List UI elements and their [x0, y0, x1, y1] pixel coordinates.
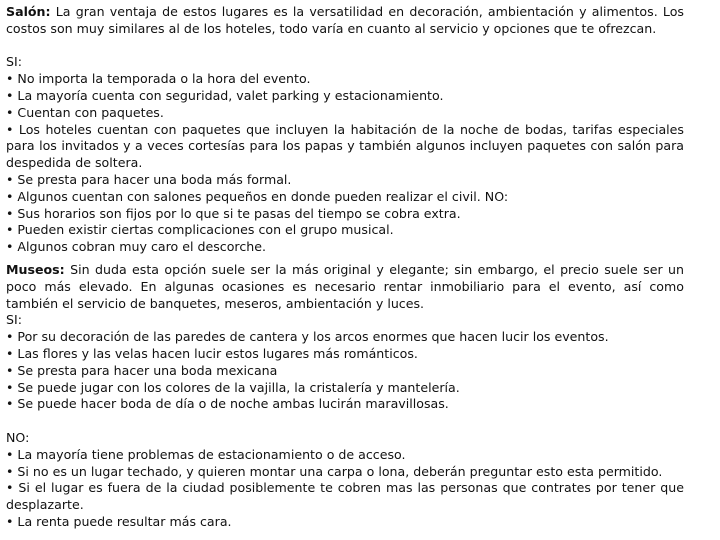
- museos-no-item: • La renta puede resultar más cara.: [6, 513, 232, 529]
- spacer: [6, 38, 684, 55]
- salon-line: • Pueden existir ciertas complicaciones con el grupo musical.: [6, 222, 394, 238]
- salon-line: • Cuentan con paquetes.: [6, 104, 164, 120]
- museos-si-item: • Por su decoración de las paredes de cantera y los arcos enormes que hacen lucir los eventos.: [6, 329, 609, 345]
- salon-line: • La mayoría cuenta con seguridad, valet parking y estacionamiento.: [6, 87, 444, 103]
- museos-no-item: • La mayoría tiene problemas de estacionamiento o de acceso.: [6, 446, 406, 462]
- museos-no-item: • Si no es un lugar techado, y quieren montar una carpa o lona, deberán preguntar esto esta permitido.: [6, 463, 663, 479]
- museos-heading: Museos:: [6, 261, 65, 277]
- museos-no-item: • Si el lugar es fuera de la ciudad posiblemente te cobren mas las personas que contrates por tener que desplazarte.: [6, 480, 684, 513]
- salon-heading: Salón:: [6, 4, 51, 19]
- salon-line: • Se presta para hacer una boda más formal.: [6, 171, 292, 187]
- salon-line: • No importa la temporada o la hora del evento.: [6, 71, 311, 87]
- museos-si-item: • Se presta para hacer una boda mexicana: [6, 362, 278, 378]
- museos-intro-text: Sin duda esta opción suele ser la más original y elegante; sin embargo, el precio suele ser un poco más elevado. En algunas ocasiones es necesario rentar inmobiliario para el evento, así como también el servicio de banquetes, meseros, ambientación y luces.: [6, 261, 684, 311]
- salon-line: • Algunos cuentan con salones pequeños en donde pueden realizar el civil. NO:: [6, 188, 509, 204]
- museos-intro-paragraph: [6, 262, 684, 312]
- salon-si-label: SI:: [6, 54, 22, 70]
- museos-no-label: NO:: [6, 429, 30, 445]
- museos-si-item: • Se puede hacer boda de día o de noche ambas lucirán maravillosas.: [6, 396, 449, 412]
- museos-si-item: • Se puede jugar con los colores de la vajilla, la cristalería y mantelería.: [6, 379, 460, 395]
- salon-line: • Sus horarios son fijos por lo que si te pasas del tiempo se cobra extra.: [6, 205, 461, 221]
- salon-line: • Algunos cobran muy caro el descorche.: [6, 239, 266, 255]
- museos-si-item: • Las flores y las velas hacen lucir estos lugares más románticos.: [6, 345, 418, 361]
- salon-line: • Los hoteles cuentan con paquetes que incluyen la habitación de la noche de bodas, tarifas especiales para los invitados y a veces cortesías para los papas y también algunos incluyen paquetes con salón para despedida de soltera.: [6, 121, 684, 171]
- salon-intro-paragraph: [6, 4, 684, 38]
- salon-intro-text: La gran ventaja de estos lugares es la versatilidad en decoración, ambientación y alimentos. Los costos son muy similares al de los hoteles, todo varía en cuanto al servicio y opciones que te ofrezcan.: [6, 4, 684, 36]
- museos-si-label: SI:: [6, 312, 22, 328]
- document-body: [6, 4, 684, 531]
- spacer: [6, 413, 684, 430]
